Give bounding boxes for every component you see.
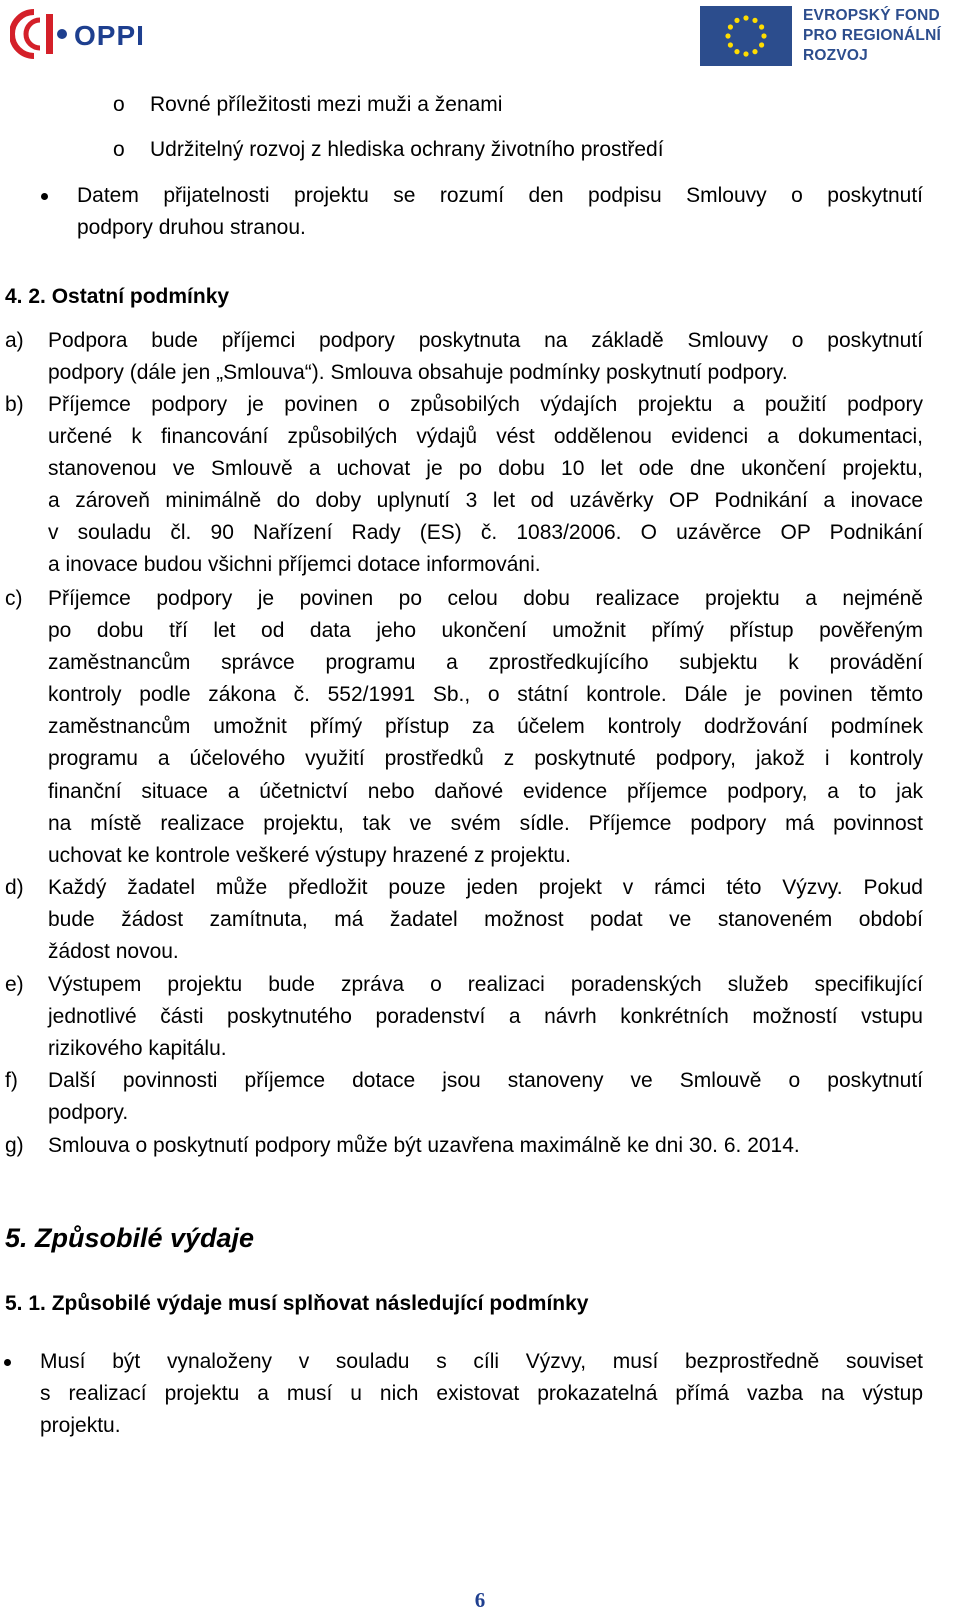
item-b-line: stanovenou ve Smlouvě a uchovat je po dobu 10 let ode dne ukončení projektu, (48, 457, 923, 480)
item-b-line: a inovace budou všichni příjemci dotace informováni. (48, 553, 541, 576)
item-c-line: uchovat ke kontrole veškeré výstupy hrazené z projektu. (48, 844, 571, 867)
item-f-line: podpory. (48, 1101, 129, 1124)
sub-bullet-marker: o (113, 138, 125, 161)
item-marker: e) (5, 973, 24, 996)
eu-flag-icon (700, 6, 792, 66)
date-note-line: podpory druhou stranou. (77, 216, 306, 239)
item-marker: c) (5, 587, 23, 610)
sub-bullet-marker: o (113, 93, 125, 116)
item-b-line: Příjemce podpory je povinen o způsobilých výdajích projektu a použití podpory (48, 393, 923, 416)
section-5-heading: 5. Způsobilé výdaje (5, 1223, 255, 1253)
item-e-line: Výstupem projektu bude zpráva o realizaci poradenských služeb specifikující (48, 973, 923, 996)
item-c-line: zaměstnancům správce programu a zprostředkujícího subjektu k provádění (48, 651, 923, 674)
item-b-line: v souladu čl. 90 Nařízení Rady (ES) č. 1083/2006. O uzávěrce OP Podnikání (48, 521, 923, 544)
eu-fund-line-2: PRO REGIONÁLNÍ (803, 27, 942, 44)
item-b-line: a zároveň minimálně do doby uplynutí 3 let od uzávěrky OP Podnikání a inovace (48, 489, 923, 512)
item-c-line: programu a účelového využití prostředků z poskytnuté podpory, jakož i kontroly (48, 747, 923, 770)
sub-bullet-item: Udržitelný rozvoj z hlediska ochrany životního prostředí (150, 138, 664, 161)
page-number: 6 (474, 1588, 486, 1612)
item-d-line: žádost novou. (48, 940, 179, 963)
date-note-line: Datem přijatelnosti projektu se rozumí den podpisu Smlouvy o poskytnutí (77, 184, 923, 207)
item-e-line: rizikového kapitálu. (48, 1037, 227, 1060)
item-marker: b) (5, 393, 24, 416)
eu-fund-line-3: ROZVOJ (803, 47, 868, 64)
oppi-logo-text: OPPI (74, 20, 145, 51)
item-marker: d) (5, 876, 24, 899)
section-5-1-heading: 5. 1. Způsobilé výdaje musí splňovat následující podmínky (5, 1292, 589, 1315)
item-b-line: určené k financování způsobilých výdajů vést oddělenou evidenci a dokumentaci, (48, 425, 923, 448)
section-5-1-bullet-line: Musí být vynaloženy v souladu s cíli Výzvy, musí bezprostředně souviset (40, 1350, 923, 1373)
item-d-line: bude žádost zamítnuta, má žadatel možnost podat ve stanoveném období (48, 908, 923, 931)
section-5-1-bullet-line: projektu. (40, 1414, 121, 1437)
item-c-line: na místě realizace projektu, tak ve svém sídle. Příjemce podpory má povinnost (48, 812, 923, 835)
bullet-icon (4, 1359, 11, 1366)
item-f-line: Další povinnosti příjemce dotace jsou stanoveny ve Smlouvě o poskytnutí (48, 1069, 923, 1092)
oppi-logo (10, 8, 170, 60)
item-c-line: po dobu tří let od data jeho ukončení umožnit přímý přístup pověřeným (48, 619, 923, 642)
eu-fund-text (803, 6, 953, 66)
item-marker: f) (5, 1069, 18, 1092)
item-marker: a) (5, 329, 24, 352)
item-c-line: finanční situace a účetnictví nebo daňové evidence příjemce podpory, a to jak (48, 780, 923, 803)
oppi-logo-mark-icon (10, 8, 70, 60)
sub-bullet-item: Rovné příležitosti mezi muži a ženami (150, 93, 503, 116)
eu-fund-line-1: EVROPSKÝ FOND (803, 7, 940, 24)
item-c-line: Příjemce podpory je povinen po celou dobu realizace projektu a nejméně (48, 587, 923, 610)
item-marker: g) (5, 1134, 24, 1157)
item-c-line: kontroly podle zákona č. 552/1991 Sb., o státní kontrole. Dále je povinen těmto (48, 683, 923, 706)
item-g-line: Smlouva o poskytnutí podpory může být uzavřena maximálně ke dni 30. 6. 2014. (48, 1134, 800, 1157)
item-a-line: podpory (dále jen „Smlouva“). Smlouva obsahuje podmínky poskytnutí podpory. (48, 361, 788, 384)
item-c-line: zaměstnancům umožnit přímý přístup za účelem kontroly dodržování podmínek (48, 715, 923, 738)
bullet-icon (41, 193, 48, 200)
item-d-line: Každý žadatel může předložit pouze jeden projekt v rámci této Výzvy. Pokud (48, 876, 923, 899)
item-e-line: jednotlivé části poskytnutého poradenství a návrh konkrétních možností vstupu (48, 1005, 923, 1028)
section-5-1-bullet-line: s realizací projektu a musí u nich existovat prokazatelná přímá vazba na výstup (40, 1382, 923, 1405)
eu-fund-logo (700, 4, 955, 66)
item-a-line: Podpora bude příjemci podpory poskytnuta na základě Smlouvy o poskytnutí (48, 329, 923, 352)
section-4-2-heading: 4. 2. Ostatní podmínky (5, 285, 230, 308)
